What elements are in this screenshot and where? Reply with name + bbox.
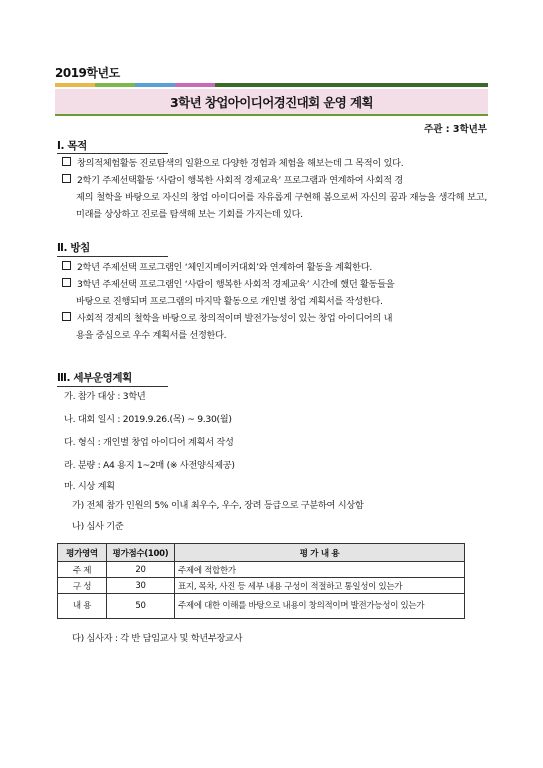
criteria-label: 나) 심사 기준 — [72, 521, 124, 532]
table-row — [58, 578, 465, 594]
document-title: 3학년 창업아이디어경진대회 운영 계획 — [170, 94, 373, 110]
area-cell: 주 제 — [58, 562, 107, 578]
policy-bullet: 3학년 주제선택 프로그램인 ‘사람이 행복한 사회적 경제교육’ 시간에 했던 활동들을 바탕으로 진행되며 프로그램의 마지막 활동으로 개인별 창업 계획서를 작성한다. — [62, 276, 487, 310]
policy-bullet: 2학년 주제선택 프로그램인 ‘체인지메이커대회’와 연계하여 활동을 계획한다. — [62, 259, 487, 276]
section-divider — [57, 256, 168, 257]
table-header-cell: 평 가 내 용 — [175, 544, 465, 562]
section-policy-heading: Ⅱ. 방침 — [57, 242, 90, 254]
score-cell: 30 — [107, 578, 175, 594]
table-header-row — [58, 544, 465, 562]
checkbox-bullet-icon — [62, 312, 71, 321]
section-divider — [57, 153, 168, 154]
section-divider — [57, 386, 168, 387]
score-cell: 50 — [107, 594, 175, 619]
detail-item: 마. 시상 계획 — [64, 481, 115, 492]
area-cell: 구 성 — [58, 578, 107, 594]
detail-item: 나. 대회 일시 : 2019.9.26.(목) ~ 9.30(월) — [64, 414, 232, 425]
table-header-cell: 평가점수(100) — [107, 544, 175, 562]
checkbox-bullet-icon — [62, 278, 71, 287]
title-underline — [55, 114, 488, 116]
school-year: 2019학년도 — [55, 66, 120, 80]
content-cell: 주제에 대한 이해를 바탕으로 내용이 창의적이며 발전가능성이 있는가 — [175, 594, 465, 619]
checkbox-bullet-icon — [62, 261, 71, 270]
policy-bullet: 사회적 경제의 철학을 바탕으로 창의적이며 발전가능성이 있는 창업 아이디어의 내 용을 중심으로 우수 계획서를 선정한다. — [62, 310, 487, 344]
judges-label: 다) 심사자 : 각 반 담임교사 및 학년부장교사 — [72, 633, 243, 644]
content-cell: 주제에 적합한가 — [175, 562, 465, 578]
evaluation-criteria-table — [57, 543, 465, 619]
table-row — [58, 594, 465, 619]
purpose-bullet: 2학기 주제선택활동 ‘사람이 행복한 사회적 경제교육’ 프로그램과 연계하여 사회적 경 제의 철학을 바탕으로 자신의 창업 아이디어를 자유롭게 구현해 봄으로써 자신의 꿈과 재능을 생각해 보고, 미래를 상상하고 진로를 탐색해 보는 기회를 가지는데 있다. — [62, 172, 487, 223]
decorative-color-bar — [55, 83, 488, 87]
detail-item: 다. 형식 : 개인별 창업 아이디어 계획서 작성 — [64, 437, 234, 448]
detail-item: 가. 참가 대상 : 3학년 — [64, 391, 146, 402]
table-header-cell: 평가영역 — [58, 544, 107, 562]
content-cell: 표지, 목차, 사진 등 세부 내용 구성이 적절하고 통일성이 있는가 — [175, 578, 465, 594]
award-description: 가) 전체 참가 인원의 5% 이내 최우수, 우수, 장려 등급으로 구분하여 시상함 — [72, 500, 364, 511]
checkbox-bullet-icon — [62, 174, 71, 183]
area-cell: 내 용 — [58, 594, 107, 619]
section-purpose-heading: Ⅰ. 목적 — [57, 140, 87, 152]
section-details-heading: Ⅲ. 세부운영계획 — [57, 372, 132, 384]
document-title-bar — [55, 89, 488, 114]
checkbox-bullet-icon — [62, 157, 71, 166]
table-row — [58, 562, 465, 578]
organizer-label: 주관 : 3학년부 — [424, 124, 487, 135]
detail-item: 라. 분량 : A4 용지 1~2매 (※ 사전양식제공) — [64, 460, 235, 471]
purpose-bullet: 창의적체험활동 진로탐색의 일환으로 다양한 경험과 체험을 해보는데 그 목적이 있다. — [62, 155, 487, 172]
score-cell: 20 — [107, 562, 175, 578]
